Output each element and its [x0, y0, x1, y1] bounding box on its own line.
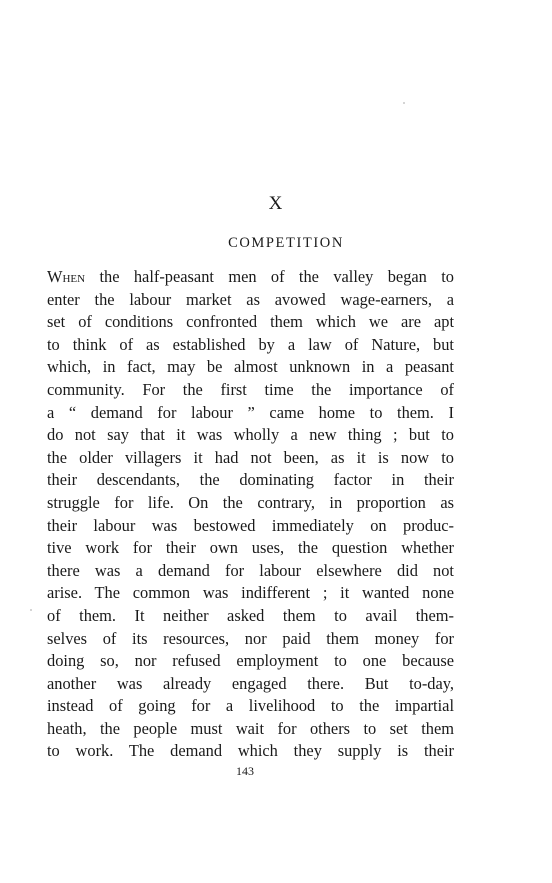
text-line: selves of its resources, nor paid them money for — [47, 628, 454, 648]
text-line: of them. It neither asked them to avail them- — [47, 605, 454, 625]
text-line: enter the labour market as avowed wage-earners, a — [47, 289, 454, 309]
text-line: their descendants, the dominating factor in their — [47, 470, 454, 490]
text-line: instead of going for a livelihood to the impartial — [47, 696, 454, 716]
text-line: there was a demand for labour elsewhere did not — [47, 560, 454, 580]
chapter-title: COMPETITION — [228, 235, 344, 251]
text-line: to think of as established by a law of Nature, but — [47, 334, 454, 354]
text-line: heath, the people must wait for others to set them — [47, 718, 454, 738]
text-line: a “ demand for labour ” came home to them. I — [47, 402, 454, 422]
page-number: 143 — [236, 764, 254, 778]
text-line: their labour was bestowed immediately on produc- — [47, 515, 454, 535]
paper-speck — [30, 609, 32, 611]
text-line: set of conditions confronted them which we are apt — [47, 312, 454, 332]
text-line: the older villagers it had not been, as it is now to — [47, 447, 454, 467]
text-line: doing so, nor refused employment to one because — [47, 651, 454, 671]
text-line: which, in fact, may be almost unknown in a peasant — [47, 357, 454, 377]
text-line: community. For the first time the importance of — [47, 379, 454, 399]
body-paragraph — [47, 266, 454, 763]
text-line: When the half-peasant men of the valley began to — [47, 267, 454, 286]
text-line: arise. The common was indifferent ; it wanted none — [47, 583, 454, 603]
text-line: tive work for their own uses, the question whether — [47, 538, 454, 558]
chapter-number: X — [268, 193, 284, 214]
text-line: to work. The demand which they supply is their — [47, 741, 454, 761]
text-line: another was already engaged there. But to-day, — [47, 673, 454, 693]
text-line: struggle for life. On the contrary, in proportion as — [47, 492, 454, 512]
paper-speck — [403, 102, 405, 104]
text-line: do not say that it was wholly a new thing ; but to — [47, 425, 454, 445]
